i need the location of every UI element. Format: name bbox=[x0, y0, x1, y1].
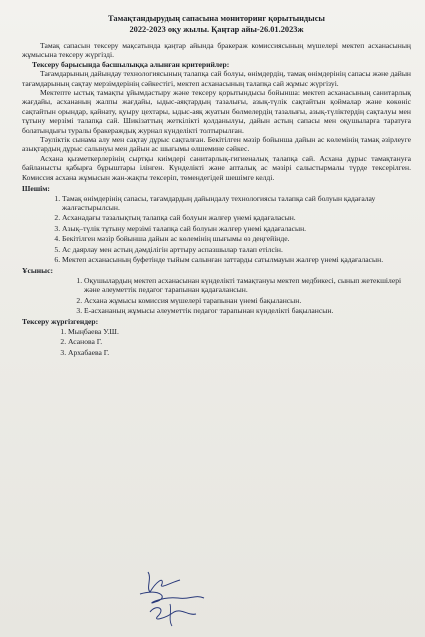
decision-item: 1. Тамақ өнімдерінің сапасы, тағамдардың дайындалу технологиясы талапқа сай болуын қадағалау жалғастырылсын. bbox=[62, 194, 411, 213]
criteria-heading: Тексеру барысында басшылыққа алынған критерийлер: bbox=[32, 59, 230, 69]
paragraph-2: Мектепте ыстық тамақты ұйымдастыру және тексеру қорытындысы бойынша: мектеп асханасының санитарлық жағдайы, асхананың жалпы жағдайы, ыдыс-аяқтардың тазалығы, азық-түлік сақтайтын қоймалар және көкөніс сақтайтын орындар, қайнату, қуыру цехтары, ыдыс-аяқ жуатын бөлмелердің тазалығы, азық-түліктердің сақталуы мен тұтыну мерзімі талапқа сай. Шикізаттың жеткілікті қолданылуы, дайын астың сапасы мен оқушыларға таратуға болатындығы туралы бракераждық журнал күнделікті толтырылған. bbox=[22, 88, 411, 135]
title-line-2: 2022-2023 оқу жылы. Қаңтар айы-26.01.2023ж bbox=[129, 24, 304, 34]
inspector-name: 2. Асанова Г. bbox=[68, 337, 411, 346]
handwritten-signatures bbox=[100, 568, 250, 628]
recommendation-list bbox=[22, 276, 411, 316]
decision-item: 3. Азық–түлік тұтыну мерзімі талапқа сай болуын жалғер үнемі қадағаласын. bbox=[62, 224, 411, 233]
title-line-1: Тамақтандырудың сапасына мониторинг қорытындысы bbox=[108, 14, 325, 23]
recommendation-heading: Ұсыныс: bbox=[22, 266, 53, 276]
paragraph-3: Тәуліктік сынама алу мен сақтау дұрыс сақталған. Бекітілген мәзір бойынша дайын ас көлемінің тамақ әзірлеуге азықтардың дұрыс салынуы мен дайын ас шығымы өлшемине сәйкес. bbox=[22, 135, 411, 154]
recommendation-item: 2. Асхана жұмысы комиссия мүшелері тарапынан үнемі бақылансын. bbox=[84, 296, 411, 305]
inspectors-list bbox=[22, 327, 411, 357]
inspector-name: 3. Архабаева Г. bbox=[68, 348, 411, 357]
document-title bbox=[22, 14, 411, 35]
intro-paragraph: Тамақ сапасын тексеру мақсатында қаңтар айында бракераж комиссиясының мүшелері мектеп асханасының жұмысына тексеру жүргізді. bbox=[22, 41, 411, 60]
recommendation-item: 1. Оқушылардың мектеп асханасынан күнделікті тамақтануы мектеп медбикесі, сынып жетекшілері және әлеуметтік педагог тарапынан қадағалансын. bbox=[84, 276, 411, 295]
decision-item: 4. Бекітілген мәзір бойынша дайын ас көлемінің шығымы өз деңгейінде. bbox=[62, 234, 411, 243]
inspector-name: 1. Мыңбаева У.Ш. bbox=[68, 327, 411, 336]
inspectors-heading: Тексеру жүргізгендер: bbox=[22, 317, 99, 327]
decision-list bbox=[22, 194, 411, 265]
paragraph-1: Тағамдарының дайындау технологиясының талапқа сай болуы, өнімдердің, тамақ өнімдерінің сапасы және дайын тағамдарының сақтау мерзімдерінің сәйкестігі, мектеп асханасының талапқа сай жұмыс жүргізуі. bbox=[22, 69, 411, 88]
recommendation-item: 3. Е-асхананың жұмысы әлеуметтік педагог тарапынан күнделікті бақылансын. bbox=[84, 306, 411, 315]
decision-item: 2. Асханадағы тазалықтың талапқа сай болуын жалғер үнемі қадағаласын. bbox=[62, 213, 411, 222]
decision-item: 6. Мектеп асханасының буфетінде тыйым салынған заттарды сатылмауын жалғер үнемі қадағаласын. bbox=[62, 255, 411, 264]
decision-heading: Шешім: bbox=[22, 184, 50, 194]
paragraph-4: Асхана қызметкерлерінің сыртқы киімдері санитарлық-гигиеналық талапқа сай. Асхана дұрыс тамақтануға байланысты қабырға бұрыштары ілінген. Күнделікті және апталық ас мәзірі салыстырмалы түрде тексерілген. Комиссия асхана жұмысын жан-жақты тексеріп, төмендегідей шешімге келді. bbox=[22, 153, 411, 182]
decision-item: 5. Ас даярлау мен астың дәмділігін арттыру аспазшылар талап етілсін. bbox=[62, 245, 411, 254]
inspectors-block bbox=[22, 317, 411, 357]
